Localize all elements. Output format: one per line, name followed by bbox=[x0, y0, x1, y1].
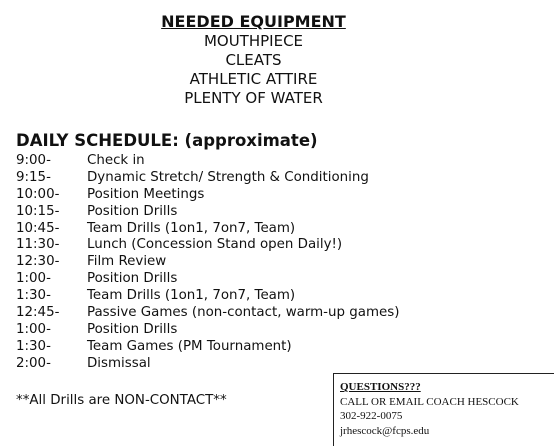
schedule-activity: Team Drills (1on1, 7on7, Team) bbox=[87, 220, 296, 236]
schedule-time: 1:00- bbox=[16, 271, 51, 287]
schedule-activity: Team Drills (1on1, 7on7, Team) bbox=[87, 288, 296, 304]
equipment-item: MOUTHPIECE bbox=[203, 32, 304, 50]
schedule-row bbox=[16, 254, 399, 271]
schedule-time: 10:45- bbox=[16, 220, 60, 236]
equipment-section bbox=[0, 12, 507, 108]
schedule-row bbox=[16, 322, 399, 339]
equipment-item: CLEATS bbox=[225, 51, 282, 69]
schedule-activity: Team Games (PM Tournament) bbox=[87, 338, 292, 354]
schedule-time: 9:00- bbox=[16, 153, 51, 168]
schedule-time: 1:00- bbox=[16, 321, 51, 337]
schedule-row bbox=[16, 271, 399, 288]
schedule-activity: Dismissal bbox=[87, 355, 151, 371]
schedule-activity: Position Drills bbox=[87, 203, 178, 219]
schedule-time: 12:45- bbox=[16, 305, 60, 321]
schedule-activity: Lunch (Concession Stand open Daily!) bbox=[87, 237, 343, 253]
schedule-list bbox=[16, 153, 399, 373]
schedule-time: 1:30- bbox=[16, 288, 51, 304]
schedule-row bbox=[16, 204, 399, 221]
schedule-time: 12:30- bbox=[16, 254, 60, 270]
schedule-row bbox=[16, 187, 399, 204]
schedule-row bbox=[16, 288, 399, 305]
contact-box bbox=[333, 373, 554, 446]
schedule-time: 10:00- bbox=[16, 186, 60, 202]
contact-email: jrhescock@fcps.edu bbox=[340, 424, 430, 437]
schedule-activity: Film Review bbox=[87, 254, 167, 270]
schedule-time: 9:15- bbox=[16, 169, 51, 185]
schedule-row bbox=[16, 237, 399, 254]
schedule-activity: Passive Games (non-contact, warm-up games) bbox=[87, 305, 400, 321]
schedule-title: DAILY SCHEDULE: (approximate) bbox=[16, 131, 318, 150]
contact-phone: 302-922-0075 bbox=[340, 410, 403, 422]
schedule-activity: Check in bbox=[87, 153, 145, 168]
schedule-time: 2:00- bbox=[16, 355, 51, 371]
non-contact-note: **All Drills are NON-CONTACT** bbox=[16, 393, 227, 408]
schedule-row bbox=[16, 221, 399, 238]
schedule-row bbox=[16, 305, 399, 322]
equipment-item: ATHLETIC ATTIRE bbox=[189, 70, 318, 88]
schedule-row bbox=[16, 153, 399, 170]
schedule-activity: Position Drills bbox=[87, 321, 178, 337]
schedule-activity: Dynamic Stretch/ Strength & Conditioning bbox=[87, 169, 369, 185]
schedule-time: 11:30- bbox=[16, 237, 60, 253]
schedule-time: 10:15- bbox=[16, 203, 60, 219]
schedule-activity: Position Drills bbox=[87, 271, 178, 287]
schedule-time: 1:30- bbox=[16, 338, 51, 354]
schedule-activity: Position Meetings bbox=[87, 186, 205, 202]
equipment-item: PLENTY OF WATER bbox=[184, 89, 323, 107]
contact-instruction: CALL OR EMAIL COACH HESCOCK bbox=[340, 395, 519, 408]
schedule-row bbox=[16, 170, 399, 187]
equipment-title: NEEDED EQUIPMENT bbox=[161, 12, 346, 31]
schedule-row bbox=[16, 339, 399, 356]
questions-heading: QUESTIONS??? bbox=[340, 381, 421, 393]
schedule-row bbox=[16, 356, 399, 373]
